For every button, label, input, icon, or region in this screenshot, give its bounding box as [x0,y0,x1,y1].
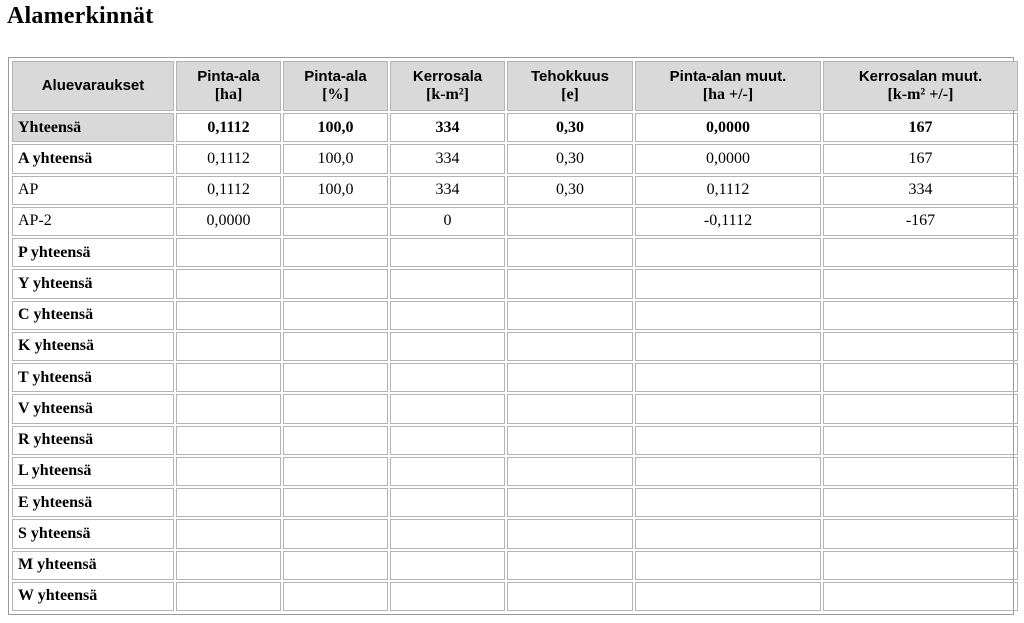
table-cell [507,238,633,267]
table-cell [283,488,388,517]
table-cell [390,582,505,611]
table-cell [635,363,821,392]
table-cell [635,488,821,517]
table-cell [390,519,505,548]
table-cell [823,332,1018,361]
table-cell [635,551,821,580]
table-cell [507,301,633,330]
row-label: E yhteensä [12,488,174,517]
column-header-pinta-alan-muutos [635,61,821,111]
table-cell [507,519,633,548]
table-cell [283,519,388,548]
table-cell [390,238,505,267]
table-cell [823,582,1018,611]
table-cell: 0,1112 [176,176,281,205]
table-cell [390,363,505,392]
table-cell [823,457,1018,486]
column-header-tehokkuus [507,61,633,111]
column-header-title: Kerrosala [412,68,483,85]
table-cell [823,519,1018,548]
table-cell [390,551,505,580]
table-cell: 0,30 [507,144,633,173]
row-label: A yhteensä [12,144,174,173]
row-label: W yhteensä [12,582,174,611]
table-cell: 334 [390,176,505,205]
table-row [12,488,1018,517]
table-cell [507,394,633,423]
table-cell: 100,0 [283,144,388,173]
table-cell [283,269,388,298]
table-cell: 334 [823,176,1018,205]
table-cell: 0,0000 [176,207,281,236]
table-cell [390,269,505,298]
column-header-unit: [k-m²] [425,86,469,103]
table-cell [823,551,1018,580]
table-cell [635,519,821,548]
table-cell [507,426,633,455]
table-header-row [12,61,1018,111]
summary-table-frame [8,57,1014,615]
table-cell [823,238,1018,267]
table-cell [176,488,281,517]
table-cell [283,457,388,486]
table-cell [283,363,388,392]
table-cell [283,332,388,361]
table-cell [390,426,505,455]
column-header-kerrosala [390,61,505,111]
table-cell [823,426,1018,455]
column-header-unit: [%] [322,86,349,103]
column-header-kerrosalan-muutos [823,61,1018,111]
table-cell [635,426,821,455]
row-label: Y yhteensä [12,269,174,298]
row-label: V yhteensä [12,394,174,423]
table-cell [283,301,388,330]
table-cell [390,394,505,423]
table-cell [635,457,821,486]
table-cell [176,332,281,361]
table-cell [823,394,1018,423]
table-cell: 0,0000 [635,113,821,142]
column-header-title: Pinta-ala [197,68,260,85]
table-cell: 334 [390,144,505,173]
table-cell [507,582,633,611]
table-cell [390,457,505,486]
table-cell [507,457,633,486]
table-cell [823,301,1018,330]
table-cell: 167 [823,144,1018,173]
table-cell [176,301,281,330]
table-row [12,457,1018,486]
table-cell [176,519,281,548]
table-cell [283,426,388,455]
table-cell [635,332,821,361]
table-cell [507,207,633,236]
table-cell: 100,0 [283,113,388,142]
column-header-title: Pinta-alan muut. [669,68,787,85]
table-row [12,332,1018,361]
table-cell [507,551,633,580]
table-cell [176,269,281,298]
table-cell [176,394,281,423]
table-cell [283,207,388,236]
column-header-aluevaraukset [12,61,174,111]
table-cell [507,488,633,517]
column-header-title: Pinta-ala [304,68,367,85]
row-label: R yhteensä [12,426,174,455]
table-row [12,238,1018,267]
table-cell [635,582,821,611]
column-header-unit: [e] [561,86,579,103]
table-row [12,363,1018,392]
table-cell [507,269,633,298]
table-row-yhteensa [12,113,1018,142]
row-label: AP-2 [12,207,174,236]
table-cell [176,551,281,580]
table-row [12,582,1018,611]
table-cell: 334 [390,113,505,142]
column-header-unit: [k-m² +/-] [887,86,954,103]
table-cell [823,488,1018,517]
column-header-title: Kerrosalan muut. [858,68,983,85]
table-cell [507,363,633,392]
table-cell: -0,1112 [635,207,821,236]
row-label: K yhteensä [12,332,174,361]
table-cell: 0 [390,207,505,236]
table-row [12,426,1018,455]
table-cell: 0,30 [507,113,633,142]
row-label: P yhteensä [12,238,174,267]
table-cell [283,551,388,580]
row-label: AP [12,176,174,205]
table-cell: -167 [823,207,1018,236]
table-row [12,301,1018,330]
page-title: Alamerkinnät [7,3,154,29]
table-cell [635,394,821,423]
column-header-pinta-ala-percent [283,61,388,111]
table-cell [823,363,1018,392]
table-cell [176,457,281,486]
summary-table [10,59,1020,613]
table-cell [390,301,505,330]
table-cell [176,426,281,455]
table-cell: 0,30 [507,176,633,205]
table-cell [390,332,505,361]
row-label: T yhteensä [12,363,174,392]
column-header-unit: [ha] [214,86,243,103]
row-label: S yhteensä [12,519,174,548]
table-cell [507,332,633,361]
table-cell [176,363,281,392]
table-cell [635,238,821,267]
table-cell [823,269,1018,298]
row-label: Yhteensä [12,113,174,142]
table-cell [283,582,388,611]
table-cell: 0,0000 [635,144,821,173]
row-label: L yhteensä [12,457,174,486]
table-cell [390,488,505,517]
table-cell: 0,1112 [635,176,821,205]
table-cell: 0,1112 [176,144,281,173]
column-header-unit: [ha +/-] [702,86,754,103]
table-cell: 0,1112 [176,113,281,142]
table-cell [635,269,821,298]
column-header-title: Aluevaraukset [41,77,145,94]
row-label: C yhteensä [12,301,174,330]
table-row [12,519,1018,548]
table-cell: 100,0 [283,176,388,205]
column-header-pinta-ala-ha [176,61,281,111]
table-row [12,394,1018,423]
table-cell [283,394,388,423]
table-cell [176,582,281,611]
table-row [12,207,1018,236]
table-cell: 167 [823,113,1018,142]
row-label: M yhteensä [12,551,174,580]
table-cell [635,301,821,330]
table-row [12,551,1018,580]
table-cell [283,238,388,267]
table-row [12,176,1018,205]
table-row [12,269,1018,298]
table-row [12,144,1018,173]
column-header-title: Tehokkuus [530,68,610,85]
table-cell [176,238,281,267]
